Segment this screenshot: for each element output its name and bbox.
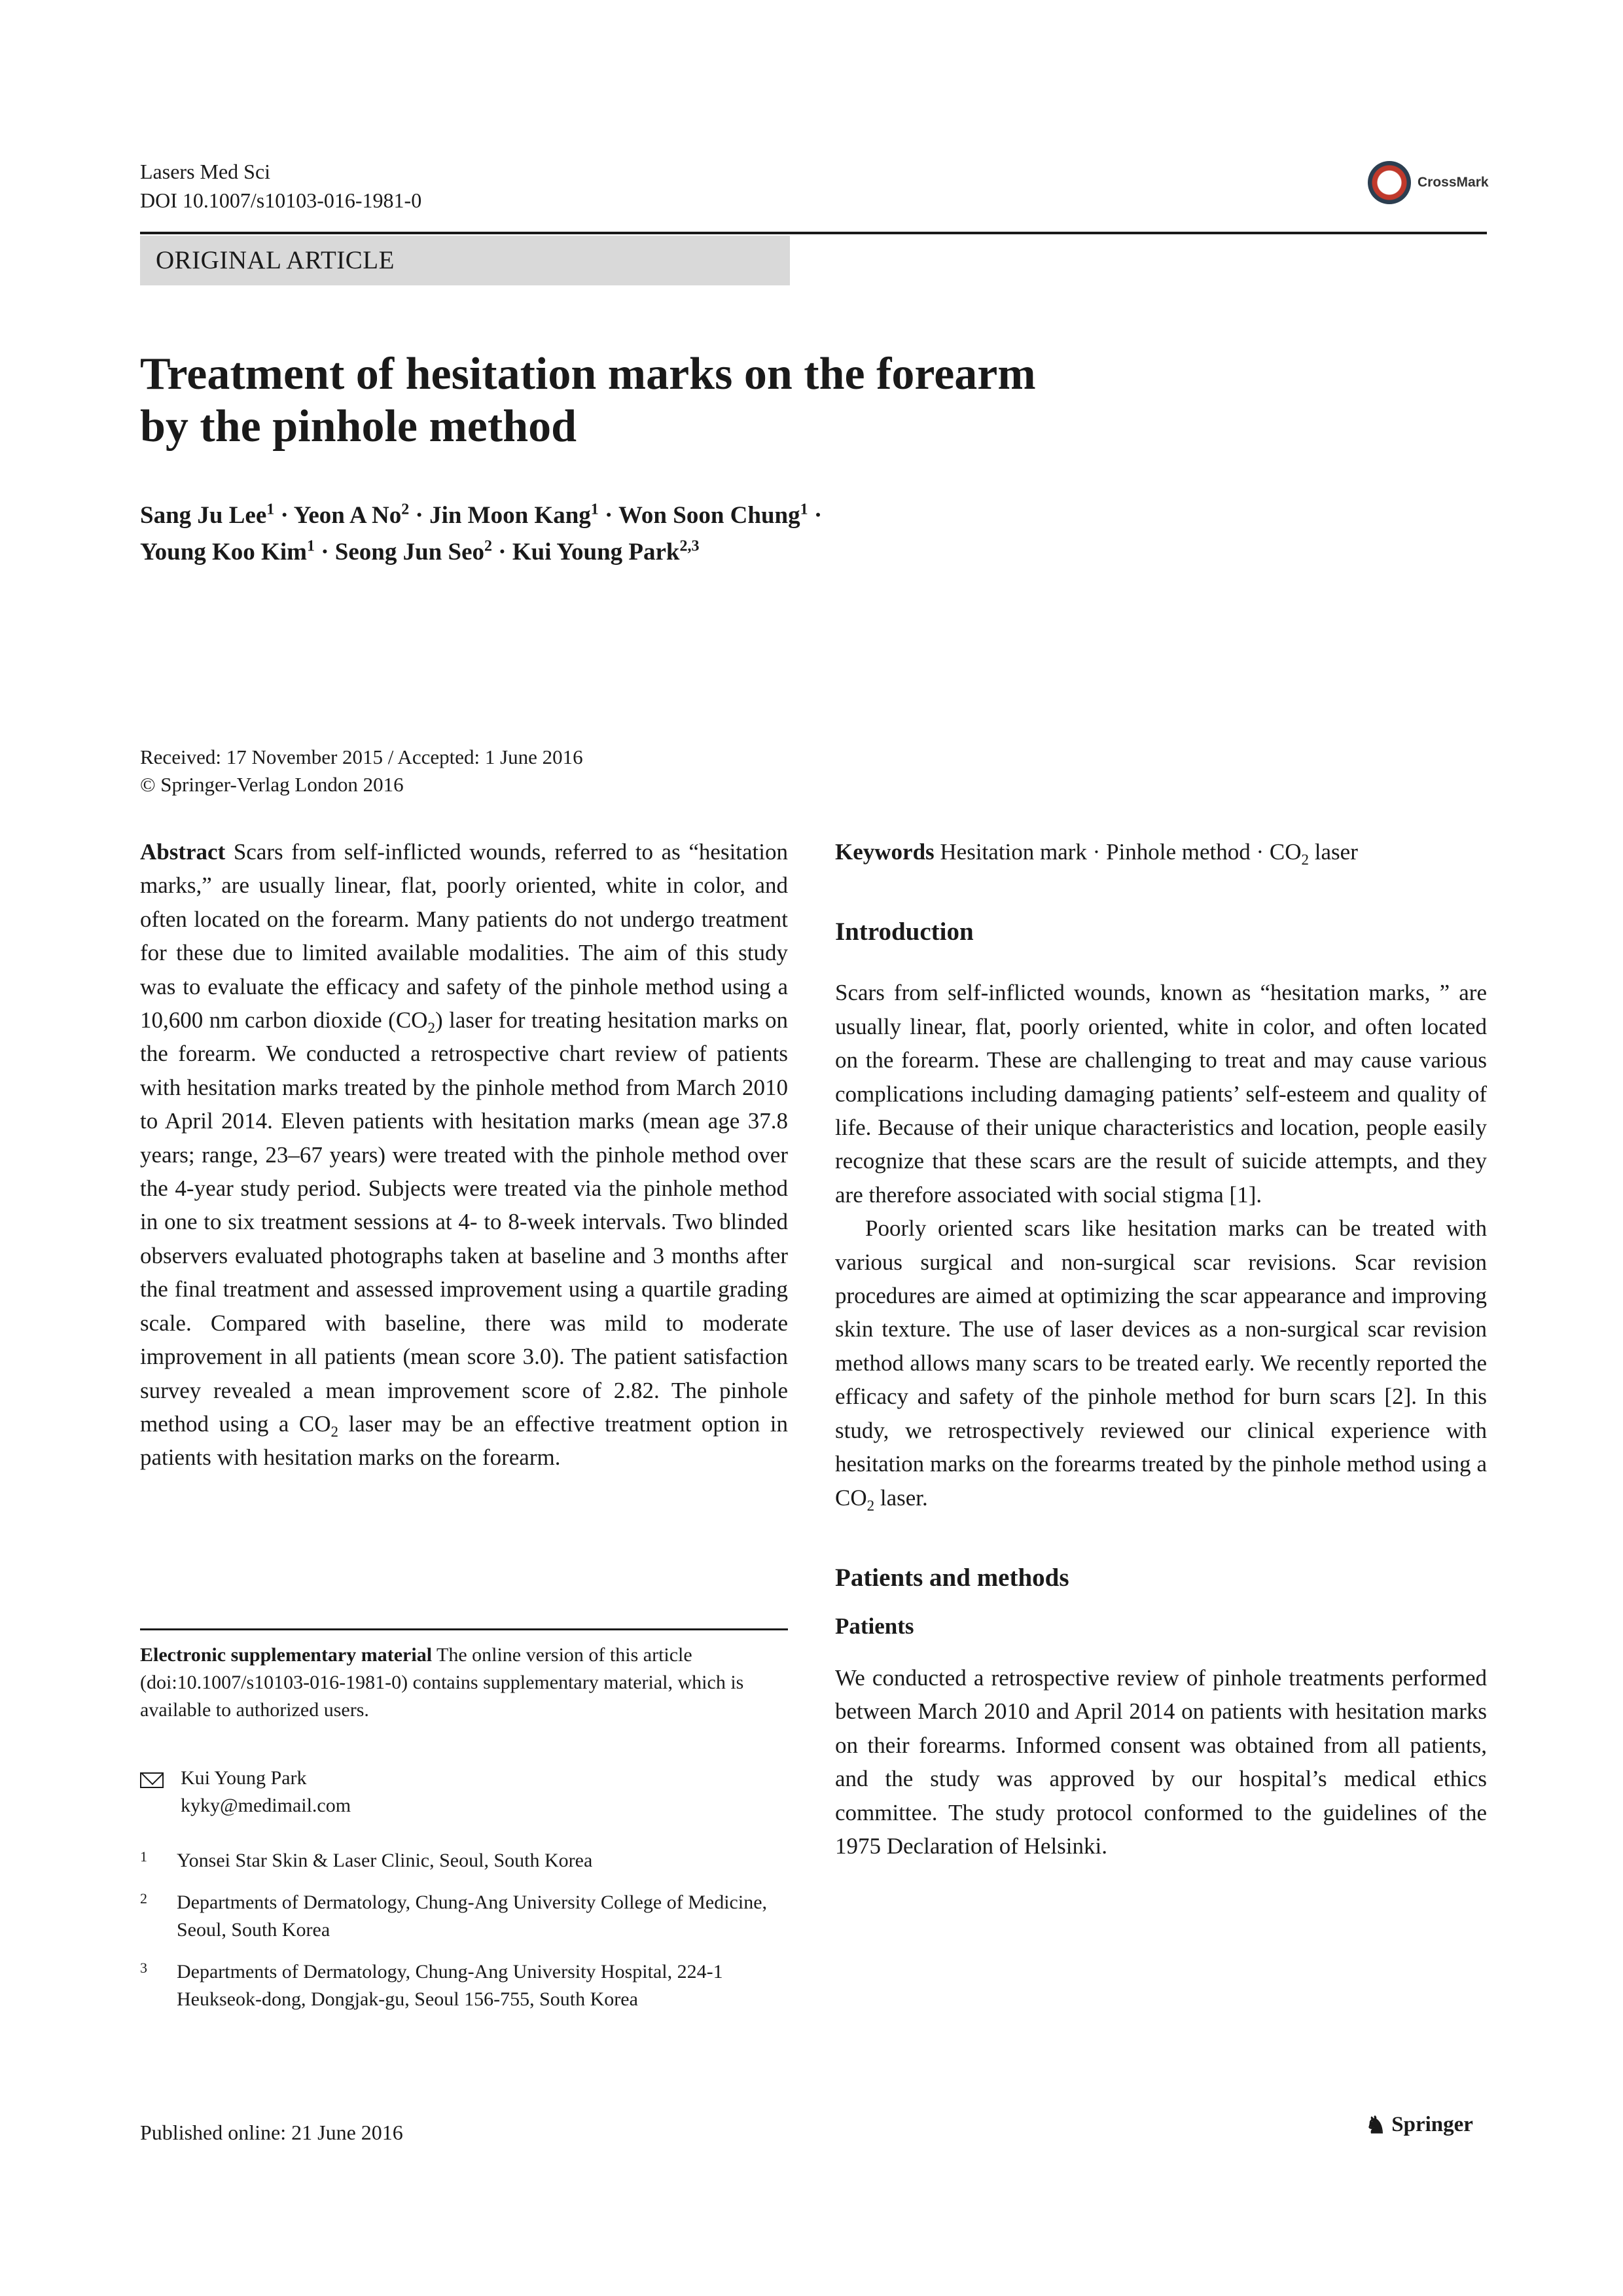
abstract-label: Abstract: [140, 839, 226, 865]
envelope-icon: [140, 1772, 164, 1788]
publisher-logo: [1365, 2113, 1473, 2137]
author[interactable]: Yeon A No$^2$: [293, 501, 410, 529]
introduction-paragraph: Poorly oriented scars like hesitation marks can be treated with various surgical and non-surgical scar revisions. Scar revision procedures are aimed at optimizing the scar appearance and improving skin texture. The use of laser devices as a non-surgical scar revision method allows many scars to be treated early. We recently reported the efficacy and safety of the pinhole method for burn scars [2]. In this study, we retrospectively reviewed our clinical experience with hesitation marks on the forearms treated by the pinhole method using a $CO_2$ laser.: [835, 1215, 1487, 1514]
methods-heading: Patients and methods: [835, 1563, 1069, 1592]
keywords: Keywords Hesitation mark · Pinhole method · $CO_2$ laser: [835, 839, 1358, 868]
published-date: Published online: 21 June 2016: [140, 2121, 403, 2144]
supplementary-note: Electronic supplementary material The online version of this article (doi:10.1007/s10103-016-1981-0) contains supplementary material, which is available to authorized users.: [140, 1644, 744, 1721]
title-line-2: by the pinhole method: [140, 401, 577, 452]
abstract: Abstract Scars from self-inflicted wounds, referred to as “hesitation marks,” are usually linear, flat, poorly oriented, white in color, and often located on the forearm. Many patients do not undergo treatment for these due to limited available modalities. The aim of this study was to evaluate the efficacy and safety of the pinhole method using a 10,600 nm carbon dioxide $(CO_2)$ laser for treating hesitation marks on the forearm. We conducted a retrospective chart review of patients with hesitation marks treated by the pinhole method from March 2010 to April 2014. Eleven patients with hesitation marks (mean age 37.8 years; range, 23–67 years) were treated with the pinhole method over the 4-year study period. Subjects were treated via the pinhole method in one to six treatment sessions at 4- to 8-week intervals. Two blinded observers evaluated photographs taken at baseline and 3 months after the final treatment and assessed improvement using a quartile grading scale. Compared with baseline, there was mild to moderate improvement in all patients (mean score 3.0). The patient satisfaction survey revealed a mean improvement score of 2.82. The pinhole method using a $CO_2$ laser may be an effective treatment option in patients with hesitation marks on the forearm.: [140, 839, 789, 1471]
author-separator: ·: [314, 539, 335, 565]
author-separator: ·: [492, 539, 512, 565]
journal-name: Lasers Med Sci: [140, 160, 271, 183]
crossmark-badge[interactable]: [1368, 161, 1489, 204]
publisher-name: Springer: [1391, 2113, 1473, 2136]
supplementary-rule: [140, 1628, 788, 1630]
article-dates: [140, 744, 583, 798]
author[interactable]: Jin Moon Kang$^1$: [429, 501, 599, 529]
left-column: [140, 835, 788, 1475]
patients-subheading: Patients: [835, 1613, 914, 1639]
journal-header: [140, 157, 421, 215]
author[interactable]: Kui Young Park$^{2,3}$: [512, 537, 700, 565]
springer-horse-icon: ♞: [1365, 2111, 1387, 2138]
title-line-1: Treatment of hesitation marks on the forearm: [140, 349, 1036, 399]
received-accepted: Received: 17 November 2015 / Accepted: 1 June 2016: [140, 745, 583, 768]
copyright: © Springer-Verlag London 2016: [140, 773, 404, 796]
author-separator: ·: [274, 502, 294, 529]
header-rule: [140, 232, 1487, 234]
methods-paragraph: We conducted a retrospective review of pinhole treatments performed between March 2010 and April 2014 on patients with hesitation marks on their forearms. Informed consent was obtained from all patients, and the study was approved by our hospital’s medical ethics committee. The study protocol conformed to the guidelines of the 1975 Declaration of Helsinki.: [835, 1664, 1487, 1859]
author[interactable]: Young Koo Kim$^1$: [140, 537, 315, 565]
contact-email[interactable]: kyky@medimail.com: [181, 1795, 351, 1816]
crossmark-label: CrossMark: [1418, 175, 1489, 190]
article-type-banner: ORIGINAL ARTICLE: [140, 236, 790, 285]
crossmark-icon: [1368, 161, 1411, 204]
supplementary-label: Electronic supplementary material: [140, 1644, 433, 1666]
author[interactable]: Sang Ju Lee$^1$: [140, 501, 275, 529]
contact-name: Kui Young Park: [181, 1767, 307, 1789]
author-list: [140, 497, 1056, 571]
author[interactable]: Won Soon Chung$^1$: [618, 501, 808, 529]
doi: DOI 10.1007/s10103-016-1981-0: [140, 188, 422, 212]
author[interactable]: Seong Jun Seo$^2$: [334, 537, 493, 565]
article-title: [140, 348, 1122, 453]
keywords-label: Keywords: [835, 839, 935, 865]
author-separator: ·: [409, 502, 430, 529]
right-column: [835, 835, 1487, 1863]
author-separator: ·: [808, 502, 823, 529]
author-separator: ·: [598, 502, 618, 529]
introduction-paragraph: Scars from self-inflicted wounds, known as “hesitation marks, ” are usually linear, flat, poorly oriented, white in color, and often located on the forearm. These are challenging to treat and may cause various complications including damaging patients’ self-esteem and quality of life. Because of their unique characteristics and location, people easily recognize that these scars are the result of suicide attempts, and they are therefore associated with social stigma [1].: [835, 980, 1487, 1208]
introduction-heading: Introduction: [835, 918, 974, 946]
